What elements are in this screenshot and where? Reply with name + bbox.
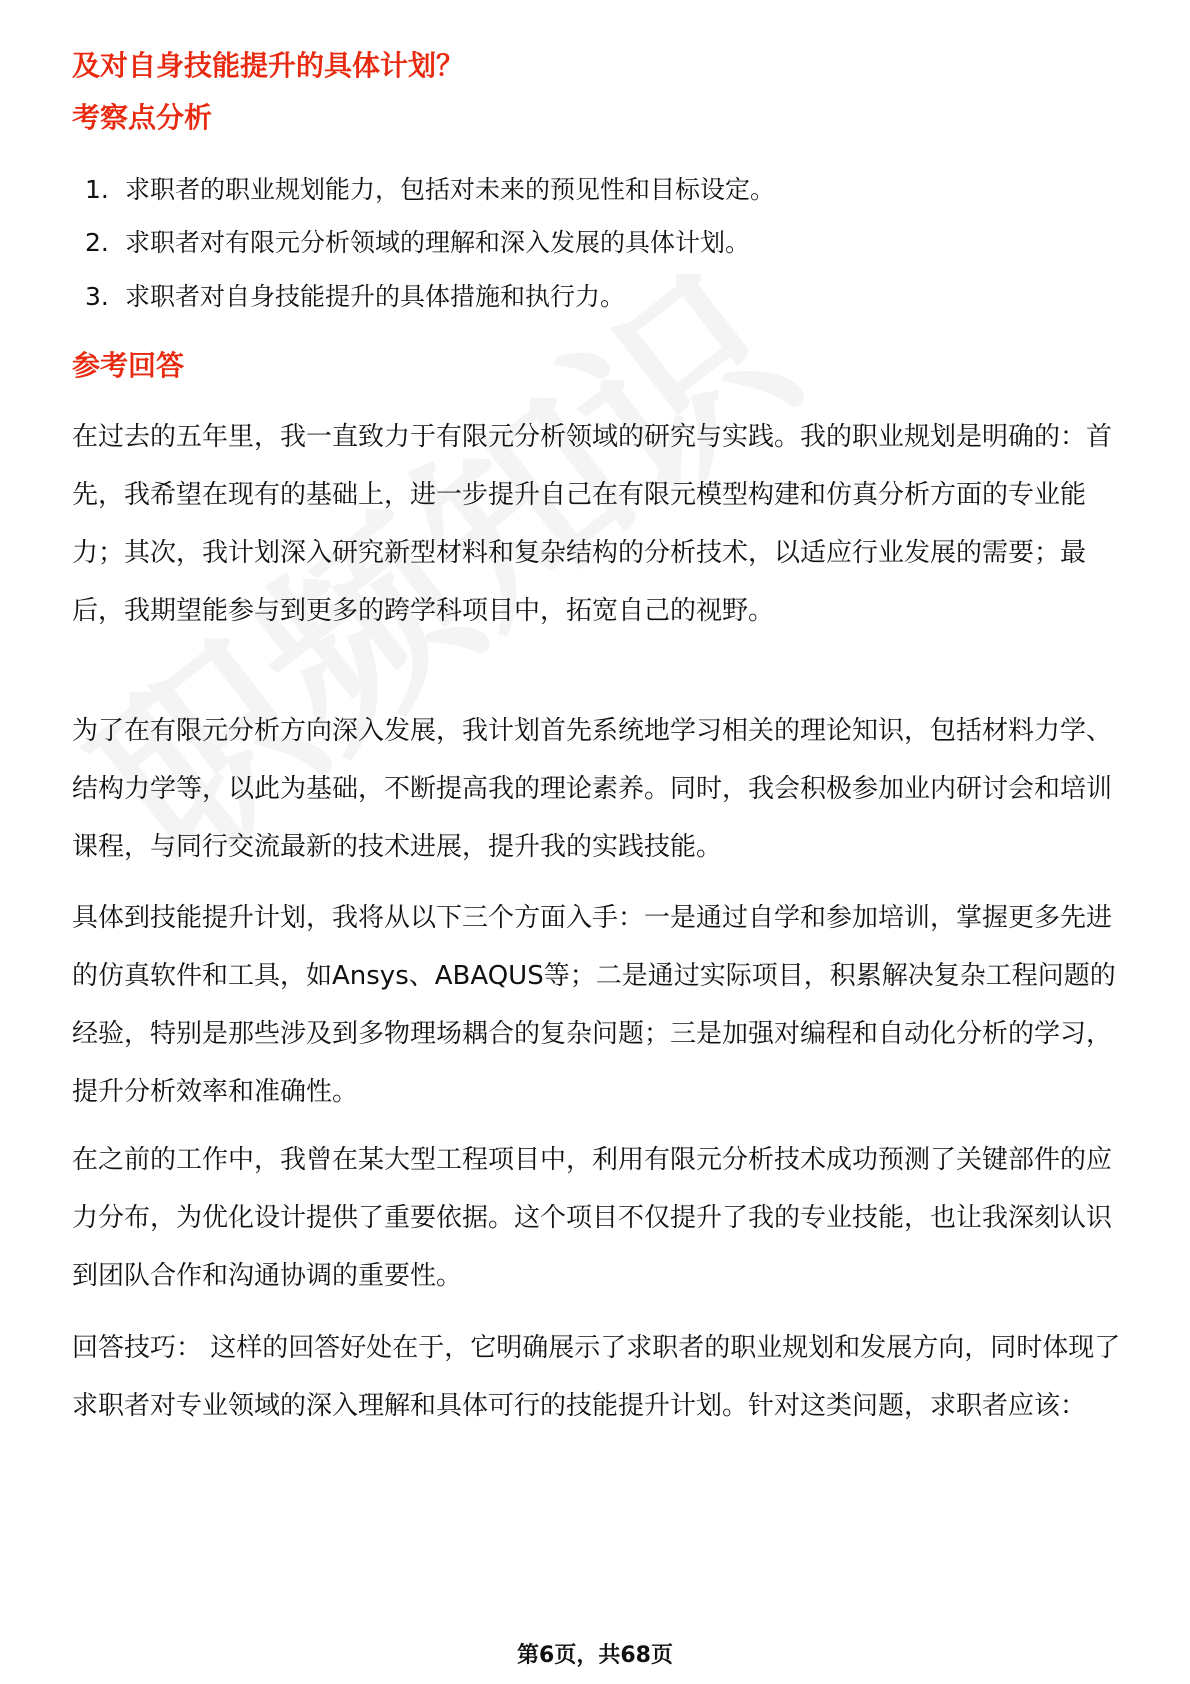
answer-tips-paragraph: 回答技巧： 这样的回答好处在于，它明确展示了求职者的职业规划和发展方向，同时体现了求职者对专业领域的深入理解和具体可行的技能提升计划。针对这类问题，求职者应该： <box>72 1333 1121 1421</box>
answer-paragraph: 在过去的五年里，我一直致力于有限元分析领域的研究与实践。我的职业规划是明确的：首先，我希望在现有的基础上，进一步提升自己在有限元模型构建和仿真分析方面的专业能力；其次，我计划深入研究新型材料和复杂结构的分析技术，以适应行业发展的需要；最后，我期望能参与到更多的跨学科项目中，拓宽自己的视野。 <box>72 422 1113 626</box>
list-item-text: 求职者对自身技能提升的具体措施和执行力。 <box>125 282 626 311</box>
question-tail: 及对自身技能提升的具体计划？ <box>72 49 465 82</box>
list-item-number: 3. <box>85 282 109 311</box>
answer-paragraph: 具体到技能提升计划，我将从以下三个方面入手：一是通过自学和参加培训，掌握更多先进的仿真软件和工具，如Ansys、ABAQUS等；二是通过实际项目，积累解决复杂工程问题的经验，特别是那些涉及到多物理场耦合的复杂问题；三是加强对编程和自动化分析的学习，提升分析效率和准确性。 <box>72 903 1116 1107</box>
list-item-text: 求职者的职业规划能力，包括对未来的预见性和目标设定。 <box>125 175 776 204</box>
answer-paragraph: 在之前的工作中，我曾在某大型工程项目中，利用有限元分析技术成功预测了关键部件的应力分布，为优化设计提供了重要依据。这个项目不仅提升了我的专业技能，也让我深刻认识到团队合作和沟通协调的重要性。 <box>72 1145 1113 1291</box>
list-item-number: 2. <box>85 228 109 257</box>
list-item-text: 求职者对有限元分析领域的理解和深入发展的具体计划。 <box>125 228 751 257</box>
list-item <box>85 277 625 317</box>
list-item <box>85 170 775 210</box>
list-item-number: 1. <box>85 175 109 204</box>
list-item <box>85 223 750 263</box>
answer-heading: 参考回答 <box>72 349 185 382</box>
answer-paragraph: 为了在有限元分析方向深入发展，我计划首先系统地学习相关的理论知识，包括材料力学、结构力学等，以此为基础，不断提高我的理论素养。同时，我会积极参加业内研讨会和培训课程，与同行交流最新的技术进展，提升我的实践技能。 <box>72 716 1113 862</box>
analysis-heading: 考察点分析 <box>72 101 213 134</box>
page-number: 第6页，共68页 <box>517 1643 673 1668</box>
